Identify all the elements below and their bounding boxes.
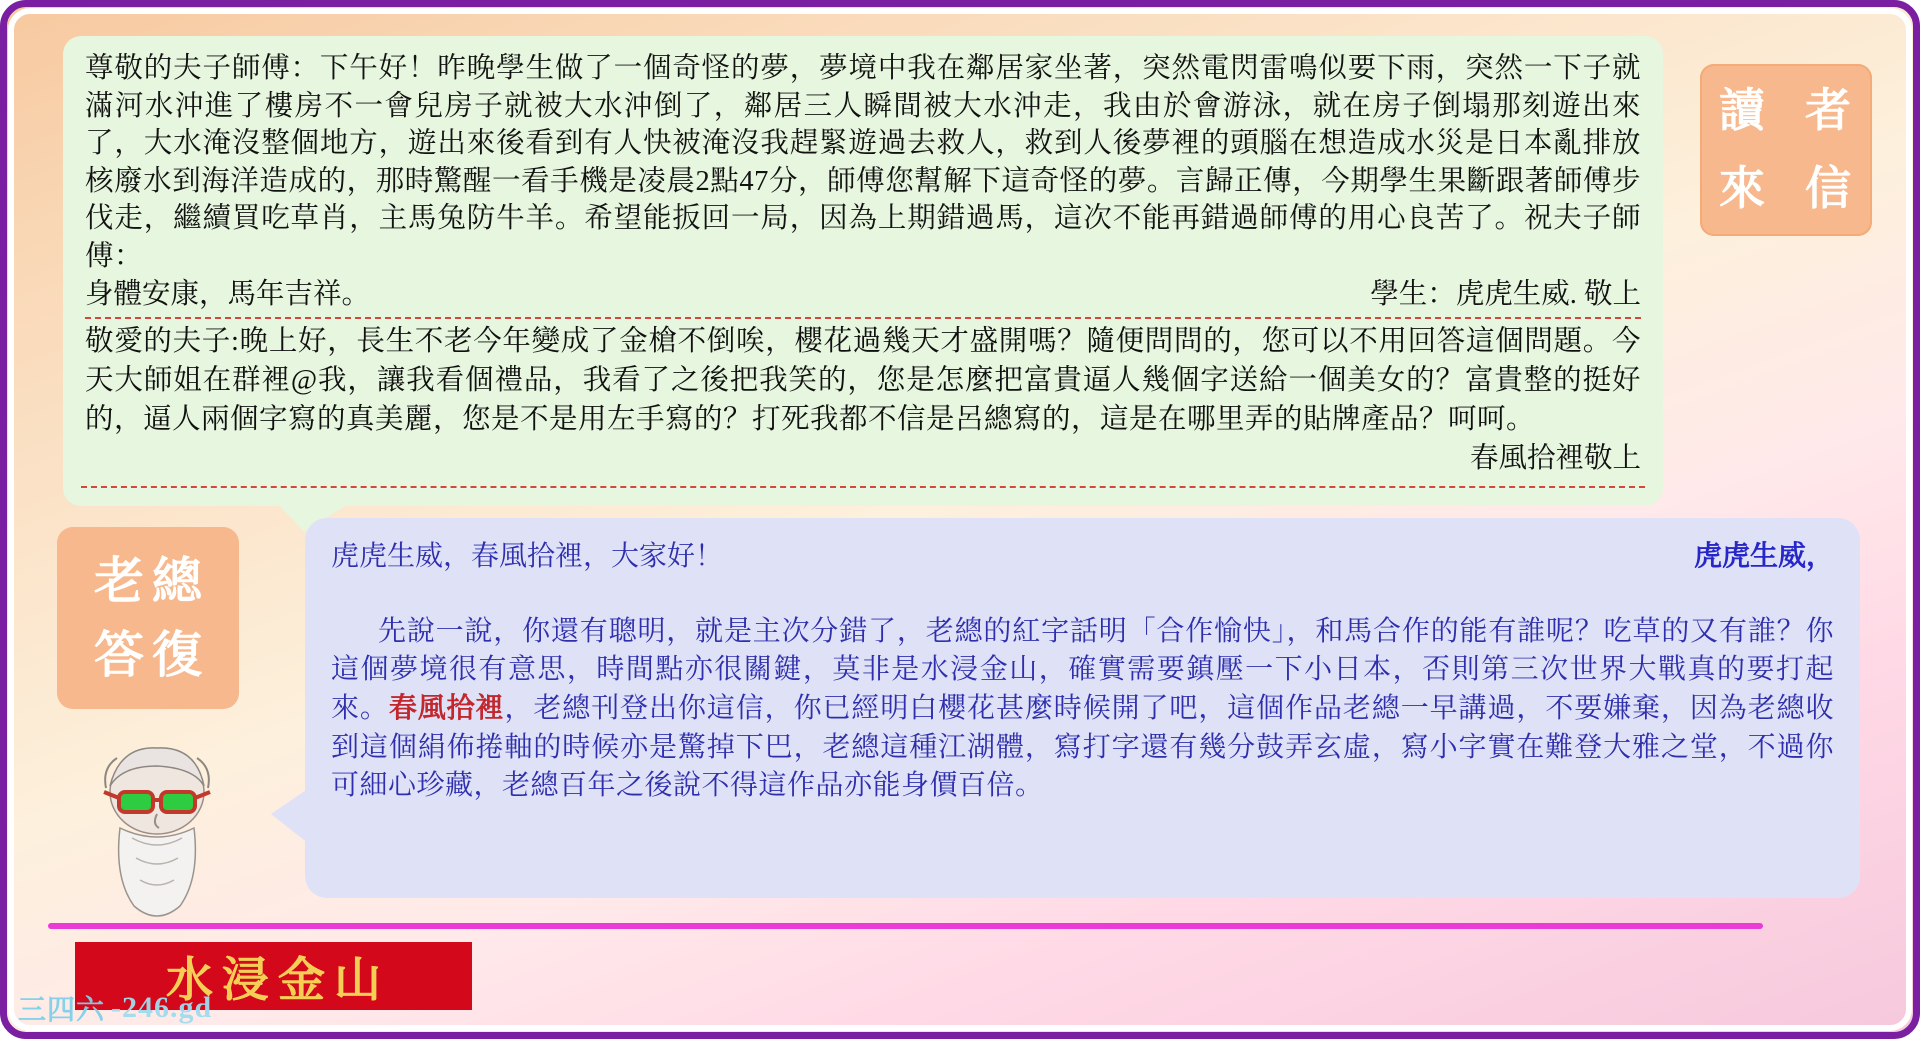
stamp-char-4: 信 (1805, 163, 1853, 214)
reply-header-row (331, 534, 1834, 574)
stamp-char-3: 來 (1719, 163, 1767, 214)
site-watermark (18, 988, 212, 1028)
reader-letter-2-body: 敬愛的夫子:晚上好，長生不老今年變成了金槍不倒唉，櫻花過幾天才盛開嗎？隨便問問的，您可以不用回答這個問題。今天大師姐在群裡@我，讓我看個禮品，我看了之後把我笑的，您是怎麼把富貴逼人幾個字送給一個美女的？富貴整的挺好的，逼人兩個字寫的真美麗，您是不是用左手寫的？打死我都不信是呂總寫的，這是在哪里弄的貼牌產品？呵呵。 (85, 326, 1641, 435)
closing-left-text: 身體安康，馬年吉祥。 (85, 278, 371, 310)
letter-bottom-divider (81, 486, 1645, 488)
reply-greeting: 虎虎生威，春風拾裡，大家好！ (331, 541, 724, 572)
boss-stamp-line-1: 老總 (94, 553, 210, 609)
reply-mentioned-name: 春風拾裡 (388, 692, 505, 724)
watermark-logo: 三四六 (18, 995, 106, 1026)
reader-letter-1-body: 尊敬的夫子師傅：下午好！昨晚學生做了一個奇怪的夢，夢境中我在鄰居家坐著，突然電閃雷鳴似要下雨，突然一下子就滿河水沖進了樓房不一會兒房子就被大水沖倒了，鄰居三人瞬間被大水沖走，我由於會游泳，就在房子倒塌那刻遊出來了，大水淹沒整個地方，遊出來後看到有人快被淹沒我趕緊遊過去救人，救到人後夢裡的頭腦在想造成水災是日本亂排放核廢水到海洋造成的，那時驚醒一看手機是凌晨2點47分，師傅您幫解下這奇怪的夢。言歸正傳，今期學生果斷跟著師傅步伐走，繼續買吃草肖，主馬兔防牛羊。希望能扳回一局，因為上期錯過馬，這次不能再錯過師傅的用心良苦了。祝夫子師傅： (85, 53, 1641, 273)
boss-reply-stamp (57, 527, 239, 709)
reader-letter-stamp (1700, 64, 1872, 236)
reply-corner-name: 虎虎生威， (1693, 541, 1834, 572)
reply-body (331, 574, 1834, 844)
boss-reply-balloon (305, 518, 1860, 898)
footer-rule (48, 923, 1763, 929)
stamp-char-2: 者 (1805, 85, 1853, 136)
reader-letter-2-signature: 春風拾裡敬上 (1469, 442, 1641, 474)
reader-letter-balloon (63, 36, 1663, 506)
stamp-char-1: 讀 (1719, 85, 1767, 136)
reply-para-part-1: 先說一說，你還有聰明，就是主次分錯了，老總的紅字話明「合作愉快」，和馬合作的能有誰呢？吃草的又有誰？你這個夢境很有意思，時間點亦很關鍵，莫非是水浸金山，確實需要鎮壓一下小日本，否則第三次世界大戰真的要打起來。 (331, 615, 1834, 724)
watermark-text: -246.gd (111, 991, 213, 1024)
closing-signature: 學生：虎虎生威. 敬上 (1370, 278, 1641, 310)
article-title: 水浸金山 (157, 943, 390, 1010)
reader-letter-1-closing (85, 276, 1641, 314)
old-man-avatar-icon (62, 728, 252, 928)
letter-divider (85, 317, 1641, 319)
boss-stamp-line-2: 答復 (94, 627, 210, 683)
reply-para-part-2: ，老總刊登出你這信，你已經明白櫻花甚麼時候開了吧，這個作品老總一早講過，不要嫌棄，因為老總收到這個絹佈捲軸的時候亦是驚掉下巴，老總這種江湖體，寫打字還有幾分鼓弄玄虛，寫小字實在難登大雅之堂，不過你可細心珍藏，老總百年之後說不得這作品亦能身價百倍。 (331, 692, 1834, 802)
